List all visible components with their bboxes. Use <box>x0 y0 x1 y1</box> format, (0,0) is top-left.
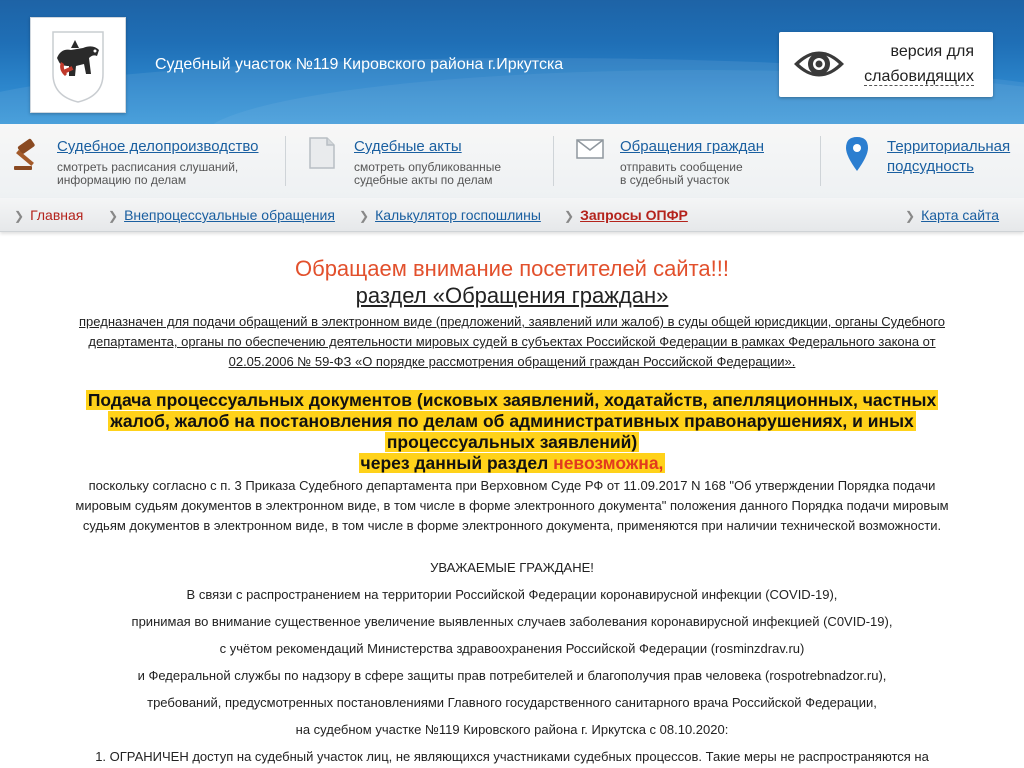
notice-line: процессуальных заявлений) <box>386 432 638 452</box>
nav-home-link[interactable]: Главная <box>30 207 84 223</box>
covid-paragraph: требований, предусмотренных постановлениями Главного государственного санитарного врача Российской Федерации, <box>147 695 877 710</box>
service-court-cases-title[interactable]: Судебное делопроизводство <box>57 138 259 155</box>
notice-line: Подача процессуальных документов (исковых заявлений, ходатайств, апелляционных, частных <box>87 390 937 410</box>
coat-of-arms-logo[interactable] <box>30 17 126 113</box>
site-title[interactable]: Судебный участок №119 Кировского района г.Иркутска <box>155 56 564 73</box>
service-court-acts-desc <box>354 161 501 187</box>
nav-item-fee-calculator[interactable] <box>359 207 541 223</box>
service-jurisdiction-title-line2: подсудность <box>887 158 974 175</box>
low-vision-label-line1: версия для <box>890 43 974 60</box>
service-jurisdiction[interactable] <box>825 124 1024 198</box>
service-divider <box>553 136 554 186</box>
service-court-cases-desc <box>57 161 238 187</box>
service-divider <box>820 136 821 186</box>
covid-paragraph: с учётом рекомендаций Министерства здравоохранения Российской Федерации (rosminzdrav.ru) <box>219 641 805 656</box>
service-desc-line: смотреть расписания слушаний, <box>57 160 239 174</box>
covid-paragraph: принимая во внимание существенное увеличение выявленных случаев заболевания коронавирусной инфекцией (C0VID-19), <box>131 614 893 629</box>
section-purpose-link[interactable] <box>30 312 994 372</box>
purpose-line: предназначен для подачи обращений в электронном виде (предложений, заявлений или жалоб) в суды общей юрисдикции, органы Судебного <box>79 314 945 329</box>
top-navigation <box>0 198 1024 232</box>
notice-through-section: через данный раздел <box>360 453 554 473</box>
chevron-right-icon: ❯ <box>359 209 370 223</box>
map-pin-icon <box>845 136 869 172</box>
service-court-acts[interactable] <box>290 124 553 198</box>
service-divider <box>285 136 286 186</box>
coat-of-arms-icon <box>31 18 125 112</box>
services-bar <box>0 124 1024 199</box>
nav-item-extraprocedural[interactable] <box>108 207 335 223</box>
nav-extraprocedural-link[interactable]: Внепроцессуальные обращения <box>124 207 335 223</box>
service-citizen-appeals[interactable] <box>558 124 820 198</box>
chevron-right-icon: ❯ <box>564 209 575 223</box>
nav-item-sitemap[interactable] <box>905 207 999 223</box>
procedural-docs-notice <box>30 390 994 474</box>
covid-paragraph: В связи с распространением на территории Российской Федерации коронавирусной инфекции (COVID-19), <box>186 587 838 602</box>
nav-item-home[interactable] <box>14 207 83 223</box>
service-desc-line: информацию по делам <box>57 173 187 187</box>
legal-basis-line: мировым судьям документов в электронном виде, в том числе в форме электронного документа" положения данного Порядка подачи мировым <box>75 498 949 513</box>
legal-basis-line: поскольку согласно с п. 3 Приказа Судебного департамента при Верховном Суде РФ от 11.09.2017 N 168 "Об утверждении Порядка подачи <box>88 478 936 493</box>
low-vision-label-line2: слабовидящих <box>864 68 974 85</box>
covid-paragraph: и Федеральной службы по надзору в сфере защиты прав потребителей и благополучия прав человека (rospotrebnadzor.ru), <box>137 668 887 683</box>
nav-sitemap-link[interactable]: Карта сайта <box>921 207 1000 223</box>
envelope-icon <box>576 139 604 159</box>
legal-basis-text <box>30 476 994 536</box>
notice-line: жалоб, жалоб на постановления по делам об административных правонарушениях, и иных <box>110 411 914 431</box>
nav-opfr-requests-link[interactable]: Запросы ОПФР <box>580 207 688 223</box>
covid-paragraph: на судебном участке №119 Кировского района г. Иркутска с 08.10.2020: <box>295 722 729 737</box>
service-desc-line: отправить сообщение <box>620 160 743 174</box>
service-jurisdiction-title-line1: Территориальная <box>887 138 1011 155</box>
service-citizen-appeals-desc <box>620 161 743 187</box>
chevron-right-icon: ❯ <box>14 209 25 223</box>
low-vision-label <box>864 39 974 89</box>
notice-impossible: невозможна, <box>553 453 664 473</box>
service-desc-line: в судебный участок <box>620 173 730 187</box>
service-court-acts-title[interactable]: Судебные акты <box>354 138 462 155</box>
nav-fee-calculator-link[interactable]: Калькулятор госпошлины <box>375 207 541 223</box>
service-desc-line: смотреть опубликованные <box>354 160 502 174</box>
service-citizen-appeals-title[interactable]: Обращения граждан <box>620 138 764 155</box>
eye-icon <box>792 43 846 85</box>
document-icon <box>308 136 336 170</box>
purpose-line: департамента, органы по обеспечению деятельности мировых судей в субъектах Российской Федерации в рамках Федерального закона от <box>88 334 936 349</box>
gavel-icon <box>10 138 46 174</box>
restriction-item-1: 1. ОГРАНИЧЕН доступ на судебный участок лиц, не являющихся участниками судебных процессов. Такие меры не распространяются на <box>95 749 929 764</box>
main-content <box>30 255 994 767</box>
chevron-right-icon: ❯ <box>108 209 119 223</box>
purpose-line: 02.05.2006 № 59-ФЗ «О порядке рассмотрения обращений граждан Российской Федерации». <box>228 354 796 369</box>
legal-basis-line: судьям документов в электронном виде, в том числе в форме электронного документа, применяются при наличии технической возможности. <box>82 518 942 533</box>
section-title-link[interactable]: раздел «Обращения граждан» <box>355 283 669 308</box>
site-header <box>0 0 1024 124</box>
service-court-cases[interactable] <box>0 124 285 198</box>
nav-item-opfr-requests[interactable] <box>564 207 688 223</box>
dear-citizens-heading: УВАЖАЕМЫЕ ГРАЖДАНЕ! <box>430 560 594 575</box>
attention-heading: Обращаем внимание посетителей сайта!!! <box>294 256 730 281</box>
service-jurisdiction-title[interactable] <box>887 137 1010 177</box>
service-desc-line: судебные акты по делам <box>354 173 493 187</box>
low-vision-version-button[interactable] <box>779 32 993 97</box>
notice-line <box>359 453 666 473</box>
chevron-right-icon: ❯ <box>905 209 916 223</box>
